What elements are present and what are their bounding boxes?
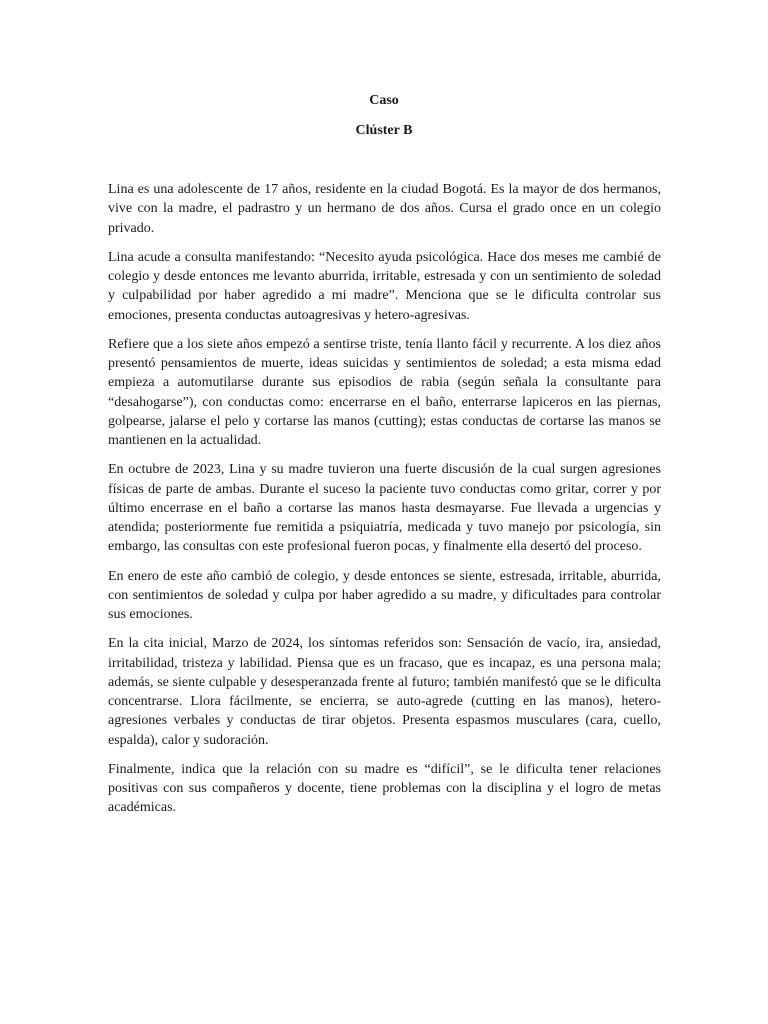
paragraph-6: En la cita inicial, Marzo de 2024, los síntomas referidos son: Sensación de vacío, ira, ansiedad, irritabilidad, tristeza y labilidad. Piensa que es un fracaso, que es incapaz, es una persona mala; además, se siente culpable y desesperanzada frente al futuro; también manifestó que se le dificulta concentrarse. Llora fácilmente, se encierra, se auto-agrede (cutting en las manos), hetero-agresiones verbales y conductas de tirar objetos. Presenta espasmos musculares (cara, cuello, espalda), calor y sudoración. <box>108 636 661 748</box>
document-title: Caso <box>369 93 399 108</box>
document-subtitle: Clúster B <box>355 123 413 138</box>
paragraph-4: En octubre de 2023, Lina y su madre tuvieron una fuerte discusión de la cual surgen agresiones físicas de parte de ambas. Durante el suceso la paciente tuvo conductas como gritar, correr y por último encerrase en el baño a cortarse las manos hasta desmayarse. Fue llevada a urgencias y atendida; posteriormente fue remitida a psiquiatría, medicada y tuvo manejo por psicología, sin embargo, las consultas con este profesional fueron pocas, y finalmente ella desertó del proceso. <box>108 462 661 555</box>
paragraph-2: Lina acude a consulta manifestando: “Necesito ayuda psicológica. Hace dos meses me cambié de colegio y desde entonces me levanto aburrida, irritable, estresada y con un sentimiento de soledad y culpabilidad por haber agredido a mi madre”. Menciona que se le dificulta controlar sus emociones, presenta conductas autoagresivas y hetero-agresivas. <box>108 249 661 323</box>
paragraph-1: Lina es una adolescente de 17 años, residente en la ciudad Bogotá. Es la mayor de dos hermanos, vive con la madre, el padrastro y un hermano de dos años. Cursa el grado once en un colegio privado. <box>108 182 661 236</box>
paragraph-7: Finalmente, indica que la relación con su madre es “difícil”, se le dificulta tener relaciones positivas con sus compañeros y docente, tiene problemas con la disciplina y el logro de metas académicas. <box>108 761 661 816</box>
paragraph-5: En enero de este año cambió de colegio, y desde entonces se siente, estresada, irritable, aburrida, con sentimientos de soledad y culpa por haber agredido a su madre, y dificultades para controlar sus emociones. <box>108 568 661 623</box>
paragraph-3: Refiere que a los siete años empezó a sentirse triste, tenía llanto fácil y recurrente. A los diez años presentó pensamientos de muerte, ideas suicidas y sentimientos de soledad; a esta misma edad empieza a automutilarse durante sus episodios de rabia (según señala la consultante para “desahogarse”), con conductas como: encerrarse en el baño, enterrarse lapiceros en las piernas, golpearse, jalarse el pelo y cortarse las manos (cutting); estas conductas de cortarse las manos se mantienen en la actualidad. <box>108 336 661 449</box>
document-body <box>108 180 661 827</box>
